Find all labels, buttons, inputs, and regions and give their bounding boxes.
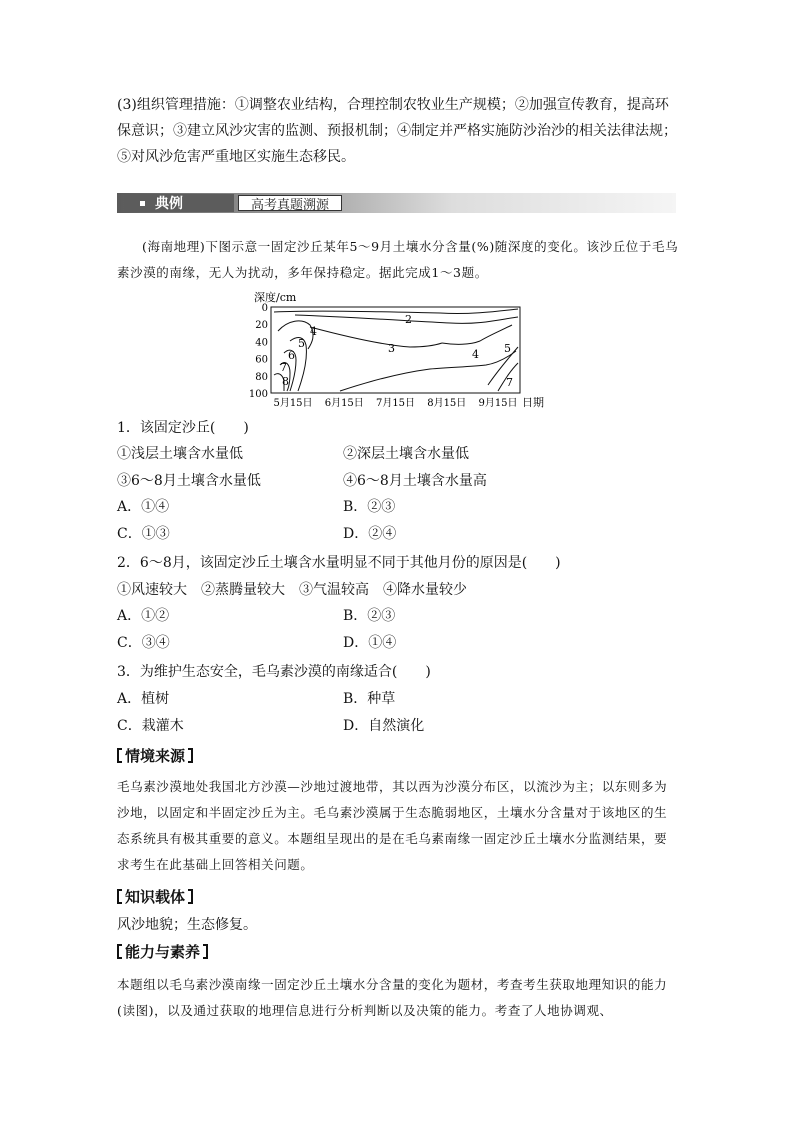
q1-stem: 1．该固定沙丘( )	[117, 420, 249, 436]
section-title: 情境来源	[125, 747, 186, 765]
bracket-right-icon	[188, 889, 193, 904]
q2-stem: 2．6～8月，该固定沙丘土壤含水量明显不同于其他月份的原因是( )	[117, 555, 561, 571]
y-tick-label: 100	[248, 389, 268, 400]
x-tick-label: 7月15日	[375, 398, 416, 409]
q3-option-a[interactable]: A．植树	[117, 691, 170, 707]
x-tick-label: 8月15日	[427, 398, 467, 409]
x-axis-label: 日期	[522, 396, 544, 409]
bracket-right-icon	[188, 748, 193, 763]
q1-item: ③6～8月土壤含水量低	[117, 473, 261, 489]
q1-item: ④6～8月土壤含水量高	[343, 473, 487, 489]
y-tick-label: 40	[255, 337, 268, 349]
banner-tag-label: 典例	[155, 196, 183, 212]
contour-label: 7	[280, 361, 287, 374]
q1-item: ①浅层土壤含水量低	[117, 446, 243, 462]
contour-line-5-right	[488, 347, 518, 385]
section-text-knowledge: 风沙地貌；生态修复。	[117, 917, 257, 933]
q3-option-d[interactable]: D．自然演化	[343, 718, 425, 734]
contour-label: 8	[282, 375, 289, 388]
q2-option-b[interactable]: B．②③	[343, 608, 396, 624]
q2-option-a[interactable]: A．①②	[117, 608, 170, 624]
banner-subtitle: 高考真题溯源	[238, 195, 342, 211]
contour-line-4-right	[442, 325, 512, 344]
section-heading-context	[117, 744, 193, 768]
contour-line-4-left	[278, 321, 313, 349]
contour-label: 7	[506, 376, 513, 389]
x-tick-label: 6月15日	[324, 398, 364, 409]
contour-label: 6	[288, 349, 295, 362]
y-axis-label: 深度/cm	[254, 291, 297, 304]
section-title: 能力与素养	[125, 943, 201, 961]
contour-label: 4	[472, 348, 479, 361]
q2-option-d[interactable]: D．①④	[343, 635, 397, 651]
contour-label: 3	[388, 342, 395, 355]
contour-lines	[274, 309, 518, 391]
banner-tag	[124, 194, 234, 212]
x-tick-label: 9月15日	[478, 398, 518, 409]
soil-moisture-contour-chart	[240, 285, 560, 415]
section-title: 知识载体	[125, 888, 186, 906]
bracket-right-icon	[203, 944, 208, 959]
q2-option-c[interactable]: C．③④	[117, 635, 170, 651]
contour-label: 4	[310, 325, 317, 338]
section-text-ability: 本题组以毛乌素沙漠南缘一固定沙丘土壤水分含量的变化为题材，考查考生获取地理知识的能力(读图)，以及通过获取的地理信息进行分析判断以及决策的能力。考查了人地协调观、	[117, 977, 668, 1018]
q3-option-c[interactable]: C．栽灌木	[117, 718, 184, 734]
q1-option-b[interactable]: B．②③	[343, 499, 396, 515]
q3-option-b[interactable]: B．种草	[343, 691, 396, 707]
bracket-left-icon	[117, 889, 122, 904]
y-tick-label: 0	[261, 303, 268, 314]
contour-line-3-middle	[310, 327, 442, 347]
contour-label: 2	[405, 313, 412, 326]
contour-label: 5	[298, 337, 305, 350]
q2-items: ①风速较大 ②蒸腾量较大 ③气温较高 ④降水量较少	[117, 582, 467, 598]
bracket-left-icon	[117, 748, 122, 763]
section-heading-ability	[117, 940, 208, 964]
y-ticks	[249, 303, 268, 400]
y-tick-label: 20	[255, 320, 268, 332]
x-ticks	[273, 397, 517, 409]
q1-option-c[interactable]: C．①③	[117, 526, 170, 542]
x-tick-label: 5月15日	[273, 398, 313, 409]
section-text-context: 毛乌素沙漠地处我国北方沙漠—沙地过渡地带，其以西为沙漠分布区，以流沙为主；以东则多为沙地，以固定和半固定沙丘为主。毛乌素沙漠属于生态脆弱地区，土壤水分含量对于该地区的生态系统具有极其重要的意义。本题组呈现出的是在毛乌素南缘一固定沙丘土壤水分监测结果，要求考生在此基础上回答相关问题。	[117, 779, 668, 872]
q3-stem: 3．为维护生态安全，毛乌素沙漠的南缘适合( )	[117, 664, 431, 680]
q1-option-d[interactable]: D．②④	[343, 526, 397, 542]
contour-line-4-lower	[340, 351, 516, 391]
contour-labels	[280, 313, 513, 389]
square-bullet-icon	[140, 201, 145, 206]
bracket-left-icon	[117, 944, 122, 959]
q1-option-a[interactable]: A．①④	[117, 499, 170, 515]
y-tick-label: 60	[255, 354, 268, 366]
y-tick-label: 80	[255, 371, 268, 383]
contour-line-2	[274, 309, 518, 314]
contour-label: 5	[504, 342, 511, 355]
q1-item: ②深层土壤含水量低	[343, 446, 469, 462]
intro-paragraph: (3)组织管理措施：①调整农业结构，合理控制农牧业生产规模；②加强宣传教育，提高环保意识；③建立风沙灾害的监测、预报机制；④制定并严格实施防沙治沙的相关法律法规；⑤对风沙危害严重地区实施生态移民。	[117, 97, 677, 165]
section-heading-knowledge	[117, 885, 193, 909]
question-intro: (海南地理)下图示意一固定沙丘某年5～9月土壤水分含量(%)随深度的变化。该沙丘位于毛乌素沙漠的南缘，无人为扰动，多年保持稳定。据此完成1～3题。	[117, 239, 679, 280]
